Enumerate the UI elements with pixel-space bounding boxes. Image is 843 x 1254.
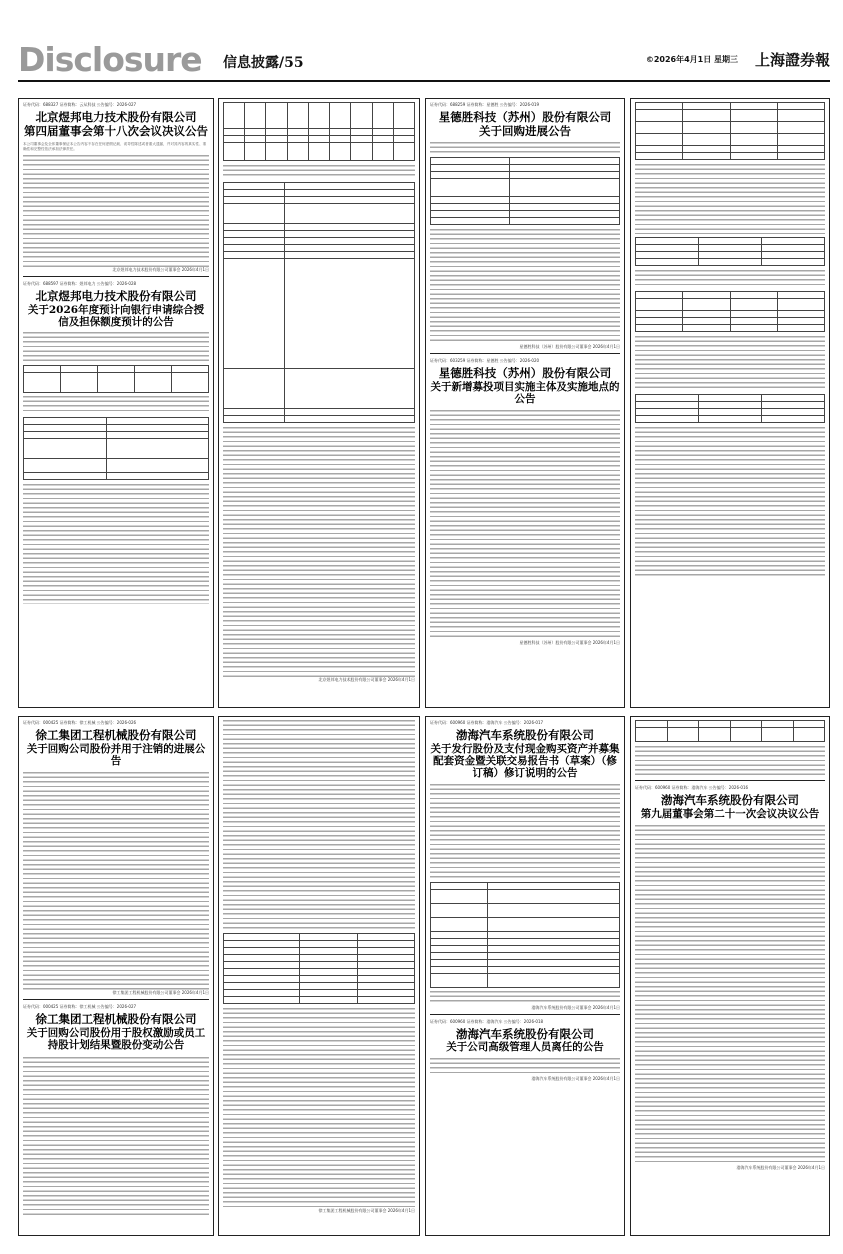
notice-yubang-continued bbox=[218, 98, 420, 708]
body-text bbox=[23, 1057, 209, 1217]
notice-signature: 徐工集团工程机械股份有限公司董事会 2026年4月1日 bbox=[112, 990, 209, 996]
implementation-table bbox=[635, 394, 825, 423]
notice-title: 关于回购公司股份并用于注销的进展公告 bbox=[26, 742, 206, 767]
guarantee-detail-table bbox=[223, 102, 415, 161]
notice-title: 第四届董事会第十八次会议决议公告 bbox=[24, 123, 208, 138]
notice-title: 关于新增募投项目实施主体及实施地点的公告 bbox=[430, 380, 620, 406]
body-text bbox=[23, 772, 209, 990]
body-text bbox=[223, 720, 415, 930]
notice-meta: 证券代码：688259 证券简称：星德胜 公告编号：2026-019 bbox=[430, 102, 540, 107]
notice-signature: 渤海汽车系统股份有限公司董事会 2026年4月1日 bbox=[736, 1164, 825, 1170]
section-logo: Disclosure bbox=[18, 40, 202, 79]
notice-signature: 北京煜邦电力技术股份有限公司董事会 2026年4月1日 bbox=[112, 267, 209, 273]
location-table bbox=[635, 237, 825, 266]
body-text bbox=[635, 427, 825, 577]
body-text bbox=[430, 410, 620, 640]
company-title: 渤海汽车系统股份有限公司 bbox=[661, 793, 799, 807]
body-text bbox=[223, 165, 415, 179]
notice-xingdesheng bbox=[425, 98, 625, 708]
project-table bbox=[635, 291, 825, 332]
body-text bbox=[223, 1008, 415, 1208]
notice-bohai-board bbox=[630, 716, 830, 1236]
notice-meta: 证券代码：000425 证券简称：徐工机械 公告编号：2026-027 bbox=[23, 1004, 137, 1010]
notice-bohai-report bbox=[425, 716, 625, 1236]
company-title: 北京煜邦电力技术股份有限公司 bbox=[35, 110, 197, 124]
notice-title: 关于2026年度预计向银行申请综合授信及担保额度预计的公告 bbox=[27, 303, 205, 329]
body-text bbox=[430, 784, 620, 879]
newspaper-name: 上海證券報 bbox=[754, 51, 830, 69]
company-title: 星德胜科技（苏州）股份有限公司 bbox=[438, 366, 612, 381]
notice-title: 关于发行股份及支付现金购买资产并募集配套资金暨关联交易报告书（草案）（修订稿）修订说明的公告 bbox=[430, 742, 620, 780]
director-table bbox=[635, 720, 825, 742]
notice-yubang-board bbox=[18, 98, 214, 708]
notice-xcmg-continued bbox=[218, 716, 420, 1236]
body-text bbox=[635, 825, 825, 1165]
body-text bbox=[223, 427, 415, 677]
company-title: 星德胜科技（苏州）股份有限公司 bbox=[438, 110, 612, 124]
company-title: 徐工集团工程机械股份有限公司 bbox=[35, 728, 197, 742]
notice-meta: 证券代码：600960 证券简称：渤海汽车 公告编号：2026-016 bbox=[635, 785, 749, 790]
notice-meta: 证券代码：600960 证券简称：渤海汽车 公告编号：2026-017 bbox=[430, 720, 544, 725]
notice-meta: 证券代码：688597 证券简称：煜邦电力 公告编号：2026-028 bbox=[23, 281, 137, 287]
repurchase-table bbox=[430, 157, 620, 225]
notice-xingdesheng-continued bbox=[630, 98, 830, 708]
notice-statement: 本公司董事会及全体董事保证本公告内容不存在任何虚假记载、误导性陈述或者重大遗漏，并对其内容的真实性、准确性和完整性依法承担法律责任。 bbox=[23, 142, 207, 152]
issue-date: ©2026年4月1日 星期三 bbox=[645, 55, 738, 64]
body-text bbox=[23, 332, 209, 362]
company-title: 北京煜邦电力技术股份有限公司 bbox=[35, 289, 197, 304]
notice-title: 关于回购进展公告 bbox=[479, 123, 571, 138]
notice-title: 关于公司高级管理人员离任的公告 bbox=[446, 1041, 604, 1054]
notice-signature: 徐工集团工程机械股份有限公司董事会 2026年4月1日 bbox=[318, 1208, 415, 1213]
notice-meta: 证券代码：688327 证券简称：云从科技 公告编号：2026-027 bbox=[23, 102, 137, 107]
body-text bbox=[635, 164, 825, 234]
body-text bbox=[430, 991, 620, 1005]
body-text bbox=[635, 336, 825, 391]
body-text bbox=[23, 155, 209, 267]
body-text bbox=[430, 1058, 620, 1076]
page-header bbox=[18, 40, 830, 80]
body-text bbox=[23, 484, 209, 604]
notice-xcmg-repurchase bbox=[18, 716, 214, 1236]
body-text bbox=[23, 396, 209, 414]
notice-signature: 星德胜科技（苏州）股份有限公司董事会 2026年4月1日 bbox=[519, 344, 620, 350]
section-title: 信息披露/55 bbox=[223, 55, 304, 71]
investment-table bbox=[635, 102, 825, 160]
notice-signature: 渤海汽车系统股份有限公司董事会 2026年4月1日 bbox=[531, 1075, 620, 1081]
body-text bbox=[430, 229, 620, 344]
notice-title: 第九届董事会第二十一次会议决议公告 bbox=[640, 807, 820, 820]
notice-meta: 证券代码：600960 证券简称：渤海汽车 公告编号：2026-018 bbox=[430, 1018, 544, 1024]
notice-meta: 证券代码：603259 证券简称：星德胜 公告编号：2026-020 bbox=[430, 358, 540, 364]
notice-meta: 证券代码：000425 证券简称：徐工机械 公告编号：2026-026 bbox=[23, 720, 137, 725]
subsidiary-info-table bbox=[223, 182, 415, 423]
header-rule bbox=[18, 80, 830, 82]
shareholding-table bbox=[223, 933, 415, 1004]
company-title: 徐工集团工程机械股份有限公司 bbox=[35, 1012, 197, 1027]
notice-title: 关于回购公司股份用于股权激励或员工持股计划结果暨股份变动公告 bbox=[26, 1026, 206, 1052]
body-text bbox=[635, 270, 825, 288]
company-title: 渤海汽车系统股份有限公司 bbox=[456, 1026, 594, 1041]
company-info-table bbox=[23, 417, 209, 480]
body-text bbox=[430, 142, 620, 154]
body-text bbox=[635, 746, 825, 776]
notice-signature: 星德胜科技（苏州）股份有限公司董事会 2026年4月1日 bbox=[519, 640, 620, 646]
revision-table bbox=[430, 882, 620, 988]
company-title: 渤海汽车系统股份有限公司 bbox=[456, 728, 594, 742]
notice-signature: 北京煜邦电力技术股份有限公司董事会 2026年4月1日 bbox=[318, 677, 415, 682]
guarantee-table bbox=[23, 365, 209, 393]
notice-signature: 渤海汽车系统股份有限公司董事会 2026年4月1日 bbox=[531, 1004, 620, 1010]
